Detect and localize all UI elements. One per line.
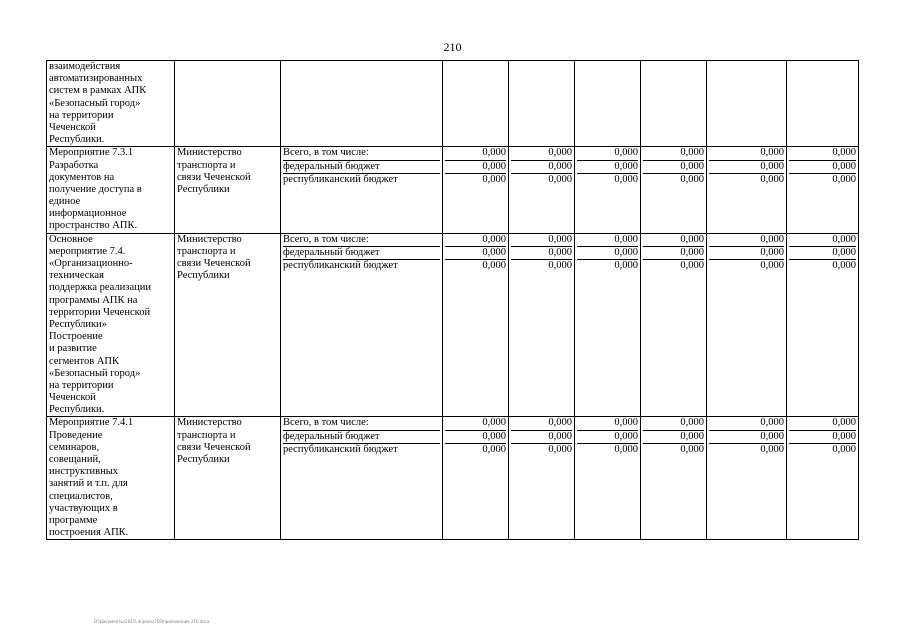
amount-value: 0,000 — [789, 147, 856, 160]
funding-source-cell-line: федеральный бюджет — [283, 247, 440, 260]
activity-name-cell-line: Построение — [49, 331, 103, 343]
activity-name-cell-line: инструктивных — [49, 466, 119, 478]
amount-value: 0,000 — [832, 443, 856, 455]
executor-cell-line: Министерство — [177, 417, 242, 429]
activity-name-cell-line: Основное — [49, 233, 93, 245]
amount-cell — [509, 147, 575, 233]
amount-value: 0,000 — [709, 247, 784, 260]
executor-cell — [175, 61, 281, 147]
activity-name-cell-line: семинаров, — [49, 441, 100, 453]
amount-cell — [443, 417, 509, 540]
amount-cell — [787, 417, 859, 540]
amount-cell — [575, 233, 641, 417]
amount-value: 0,000 — [482, 260, 506, 271]
footer-file-path: D:\Документы\2021\ апрель\259\приложение 210.docx — [94, 619, 210, 624]
funding-source-cell-line: Всего, в том числе: — [283, 417, 440, 430]
amount-value: 0,000 — [511, 234, 572, 247]
amount-value: 0,000 — [482, 443, 506, 455]
activity-name-cell-line: пространство АПК. — [49, 220, 138, 232]
amount-cell — [575, 147, 641, 233]
amount-value: 0,000 — [511, 161, 572, 174]
executor-cell-line: Республики — [177, 270, 230, 282]
activity-name-cell — [47, 233, 175, 417]
funding-source-cell-line: республиканский бюджет — [283, 260, 398, 271]
amount-cell — [641, 147, 707, 233]
funding-source-cell-line: республиканский бюджет — [283, 173, 398, 185]
amount-value: 0,000 — [680, 260, 704, 271]
amount-value: 0,000 — [511, 431, 572, 444]
amount-value: 0,000 — [445, 234, 506, 247]
table-row — [47, 417, 859, 540]
amount-value: 0,000 — [709, 234, 784, 247]
executor-cell-line: связи Чеченской — [177, 171, 251, 183]
activity-name-cell-line: Республики. — [49, 134, 105, 146]
activity-name-cell-line: программе — [49, 514, 98, 526]
amount-value: 0,000 — [789, 247, 856, 260]
activity-name-cell — [47, 417, 175, 540]
table-row — [47, 61, 859, 147]
executor-cell-line: Республики — [177, 183, 230, 195]
executor-cell-line: транспорта и — [177, 245, 236, 257]
amount-cell — [575, 417, 641, 540]
amount-value: 0,000 — [789, 417, 856, 430]
amount-value: 0,000 — [577, 247, 638, 260]
activity-name-cell-line: территории Чеченской — [49, 306, 151, 318]
amount-value: 0,000 — [643, 147, 704, 160]
amount-cell — [787, 147, 859, 233]
funding-source-cell-line: Всего, в том числе: — [283, 234, 440, 247]
amount-cell — [707, 147, 787, 233]
amount-value: 0,000 — [709, 161, 784, 174]
activity-name-cell-line: «Безопасный город» — [49, 367, 141, 379]
activity-name-cell-line: Республики. — [49, 404, 105, 416]
activity-name-cell-line: Чеченской — [49, 121, 96, 133]
activity-name-cell-line: «Организационно- — [49, 258, 133, 269]
amount-value: 0,000 — [445, 431, 506, 444]
activity-name-cell — [47, 61, 175, 147]
table-row — [47, 233, 859, 417]
activity-name-cell-line: совещаний, — [49, 454, 101, 465]
amount-value: 0,000 — [577, 161, 638, 174]
activity-name-cell-line: техническая — [49, 270, 104, 282]
amount-cell — [787, 61, 859, 147]
amount-value: 0,000 — [482, 173, 506, 185]
amount-value: 0,000 — [577, 417, 638, 430]
table-row — [47, 147, 859, 233]
amount-value: 0,000 — [760, 443, 784, 455]
activity-name-cell-line: построения АПК. — [49, 527, 129, 539]
activity-name-cell-line: «Безопасный город» — [49, 97, 141, 109]
amount-value: 0,000 — [577, 431, 638, 444]
amount-cell — [641, 233, 707, 417]
amount-cell — [509, 417, 575, 540]
activity-name-cell-line: автоматизированных — [49, 73, 143, 85]
amount-value: 0,000 — [511, 247, 572, 260]
page-number: 210 — [443, 40, 462, 54]
activity-name-cell-line: Республики» — [49, 318, 107, 330]
activity-name-cell-line: взаимодействия — [49, 61, 121, 72]
amount-value: 0,000 — [548, 443, 572, 455]
amount-value: 0,000 — [789, 431, 856, 444]
amount-cell — [575, 61, 641, 147]
amount-value: 0,000 — [709, 147, 784, 160]
amount-cell — [509, 233, 575, 417]
executor-cell-line: связи Чеченской — [177, 441, 251, 453]
amount-cell — [443, 233, 509, 417]
executor-cell-line: связи Чеченской — [177, 258, 251, 269]
amount-value: 0,000 — [511, 417, 572, 430]
amount-value: 0,000 — [760, 260, 784, 271]
activity-name-cell-line: специалистов, — [49, 490, 113, 502]
activity-name-cell-line: Чеченской — [49, 392, 96, 404]
activity-name-cell-line: мероприятие 7.4. — [49, 245, 126, 257]
amount-value: 0,000 — [445, 161, 506, 174]
activity-name-cell-line: на территории — [49, 109, 114, 121]
amount-value: 0,000 — [548, 173, 572, 185]
amount-value: 0,000 — [643, 431, 704, 444]
activity-name-cell-line: поддержка реализации — [49, 282, 151, 294]
amount-value: 0,000 — [614, 173, 638, 185]
amount-value: 0,000 — [832, 260, 856, 271]
funding-source-cell — [281, 61, 443, 147]
activity-name-cell-line: программы АПК на — [49, 294, 138, 306]
amount-value: 0,000 — [643, 417, 704, 430]
activity-name-cell — [47, 147, 175, 233]
activity-name-cell-line: занятий и т.п. для — [49, 478, 128, 490]
amount-value: 0,000 — [709, 431, 784, 444]
amount-value: 0,000 — [577, 147, 638, 160]
amount-value: 0,000 — [511, 147, 572, 160]
activity-name-cell-line: документов на — [49, 171, 115, 183]
amount-cell — [707, 61, 787, 147]
amount-cell — [509, 61, 575, 147]
amount-value: 0,000 — [789, 161, 856, 174]
amount-cell — [707, 233, 787, 417]
funding-source-cell — [281, 147, 443, 233]
amount-value: 0,000 — [445, 247, 506, 260]
funding-source-cell — [281, 417, 443, 540]
amount-value: 0,000 — [614, 443, 638, 455]
amount-value: 0,000 — [643, 247, 704, 260]
executor-cell-line: транспорта и — [177, 429, 236, 441]
executor-cell — [175, 417, 281, 540]
amount-cell — [641, 61, 707, 147]
funding-source-cell-line: федеральный бюджет — [283, 161, 440, 174]
amount-value: 0,000 — [643, 234, 704, 247]
amount-value: 0,000 — [680, 443, 704, 455]
amount-value: 0,000 — [577, 234, 638, 247]
amount-cell — [641, 417, 707, 540]
amount-value: 0,000 — [643, 161, 704, 174]
activity-name-cell-line: единое — [49, 196, 81, 208]
activity-name-cell-line: Мероприятие 7.3.1 — [49, 147, 134, 159]
executor-cell-line: Министерство — [177, 147, 242, 159]
amount-value: 0,000 — [445, 417, 506, 430]
amount-value: 0,000 — [548, 260, 572, 271]
activity-name-cell-line: на территории — [49, 379, 114, 391]
executor-cell-line: Республики — [177, 454, 230, 465]
activity-name-cell-line: Проведение — [49, 429, 103, 441]
amount-cell — [443, 147, 509, 233]
executor-cell-line: Министерство — [177, 233, 242, 245]
amount-value: 0,000 — [445, 147, 506, 160]
activity-name-cell-line: сегментов АПК — [49, 355, 119, 367]
activity-name-cell-line: Мероприятие 7.4.1 — [49, 417, 134, 429]
funding-source-cell — [281, 233, 443, 417]
executor-cell — [175, 147, 281, 233]
amount-value: 0,000 — [680, 173, 704, 185]
activity-name-cell-line: Разработка — [49, 159, 99, 171]
amount-cell — [707, 417, 787, 540]
amount-value: 0,000 — [789, 234, 856, 247]
amount-cell — [787, 233, 859, 417]
executor-cell-line: транспорта и — [177, 159, 236, 171]
amount-cell — [443, 61, 509, 147]
amount-value: 0,000 — [760, 173, 784, 185]
activity-name-cell-line: участвующих в — [49, 502, 118, 514]
amount-value: 0,000 — [709, 417, 784, 430]
amount-value: 0,000 — [832, 173, 856, 185]
amount-value: 0,000 — [614, 260, 638, 271]
funding-source-cell-line: республиканский бюджет — [283, 443, 398, 455]
executor-cell — [175, 233, 281, 417]
funding-source-cell-line: Всего, в том числе: — [283, 147, 440, 160]
activity-name-cell-line: и развитие — [49, 343, 97, 355]
activity-name-cell-line: информационное — [49, 208, 127, 220]
activity-name-cell-line: получение доступа в — [49, 183, 142, 195]
funding-source-cell-line: федеральный бюджет — [283, 431, 440, 444]
activity-name-cell-line: систем в рамках АПК — [49, 85, 147, 97]
budget-table — [46, 60, 859, 540]
